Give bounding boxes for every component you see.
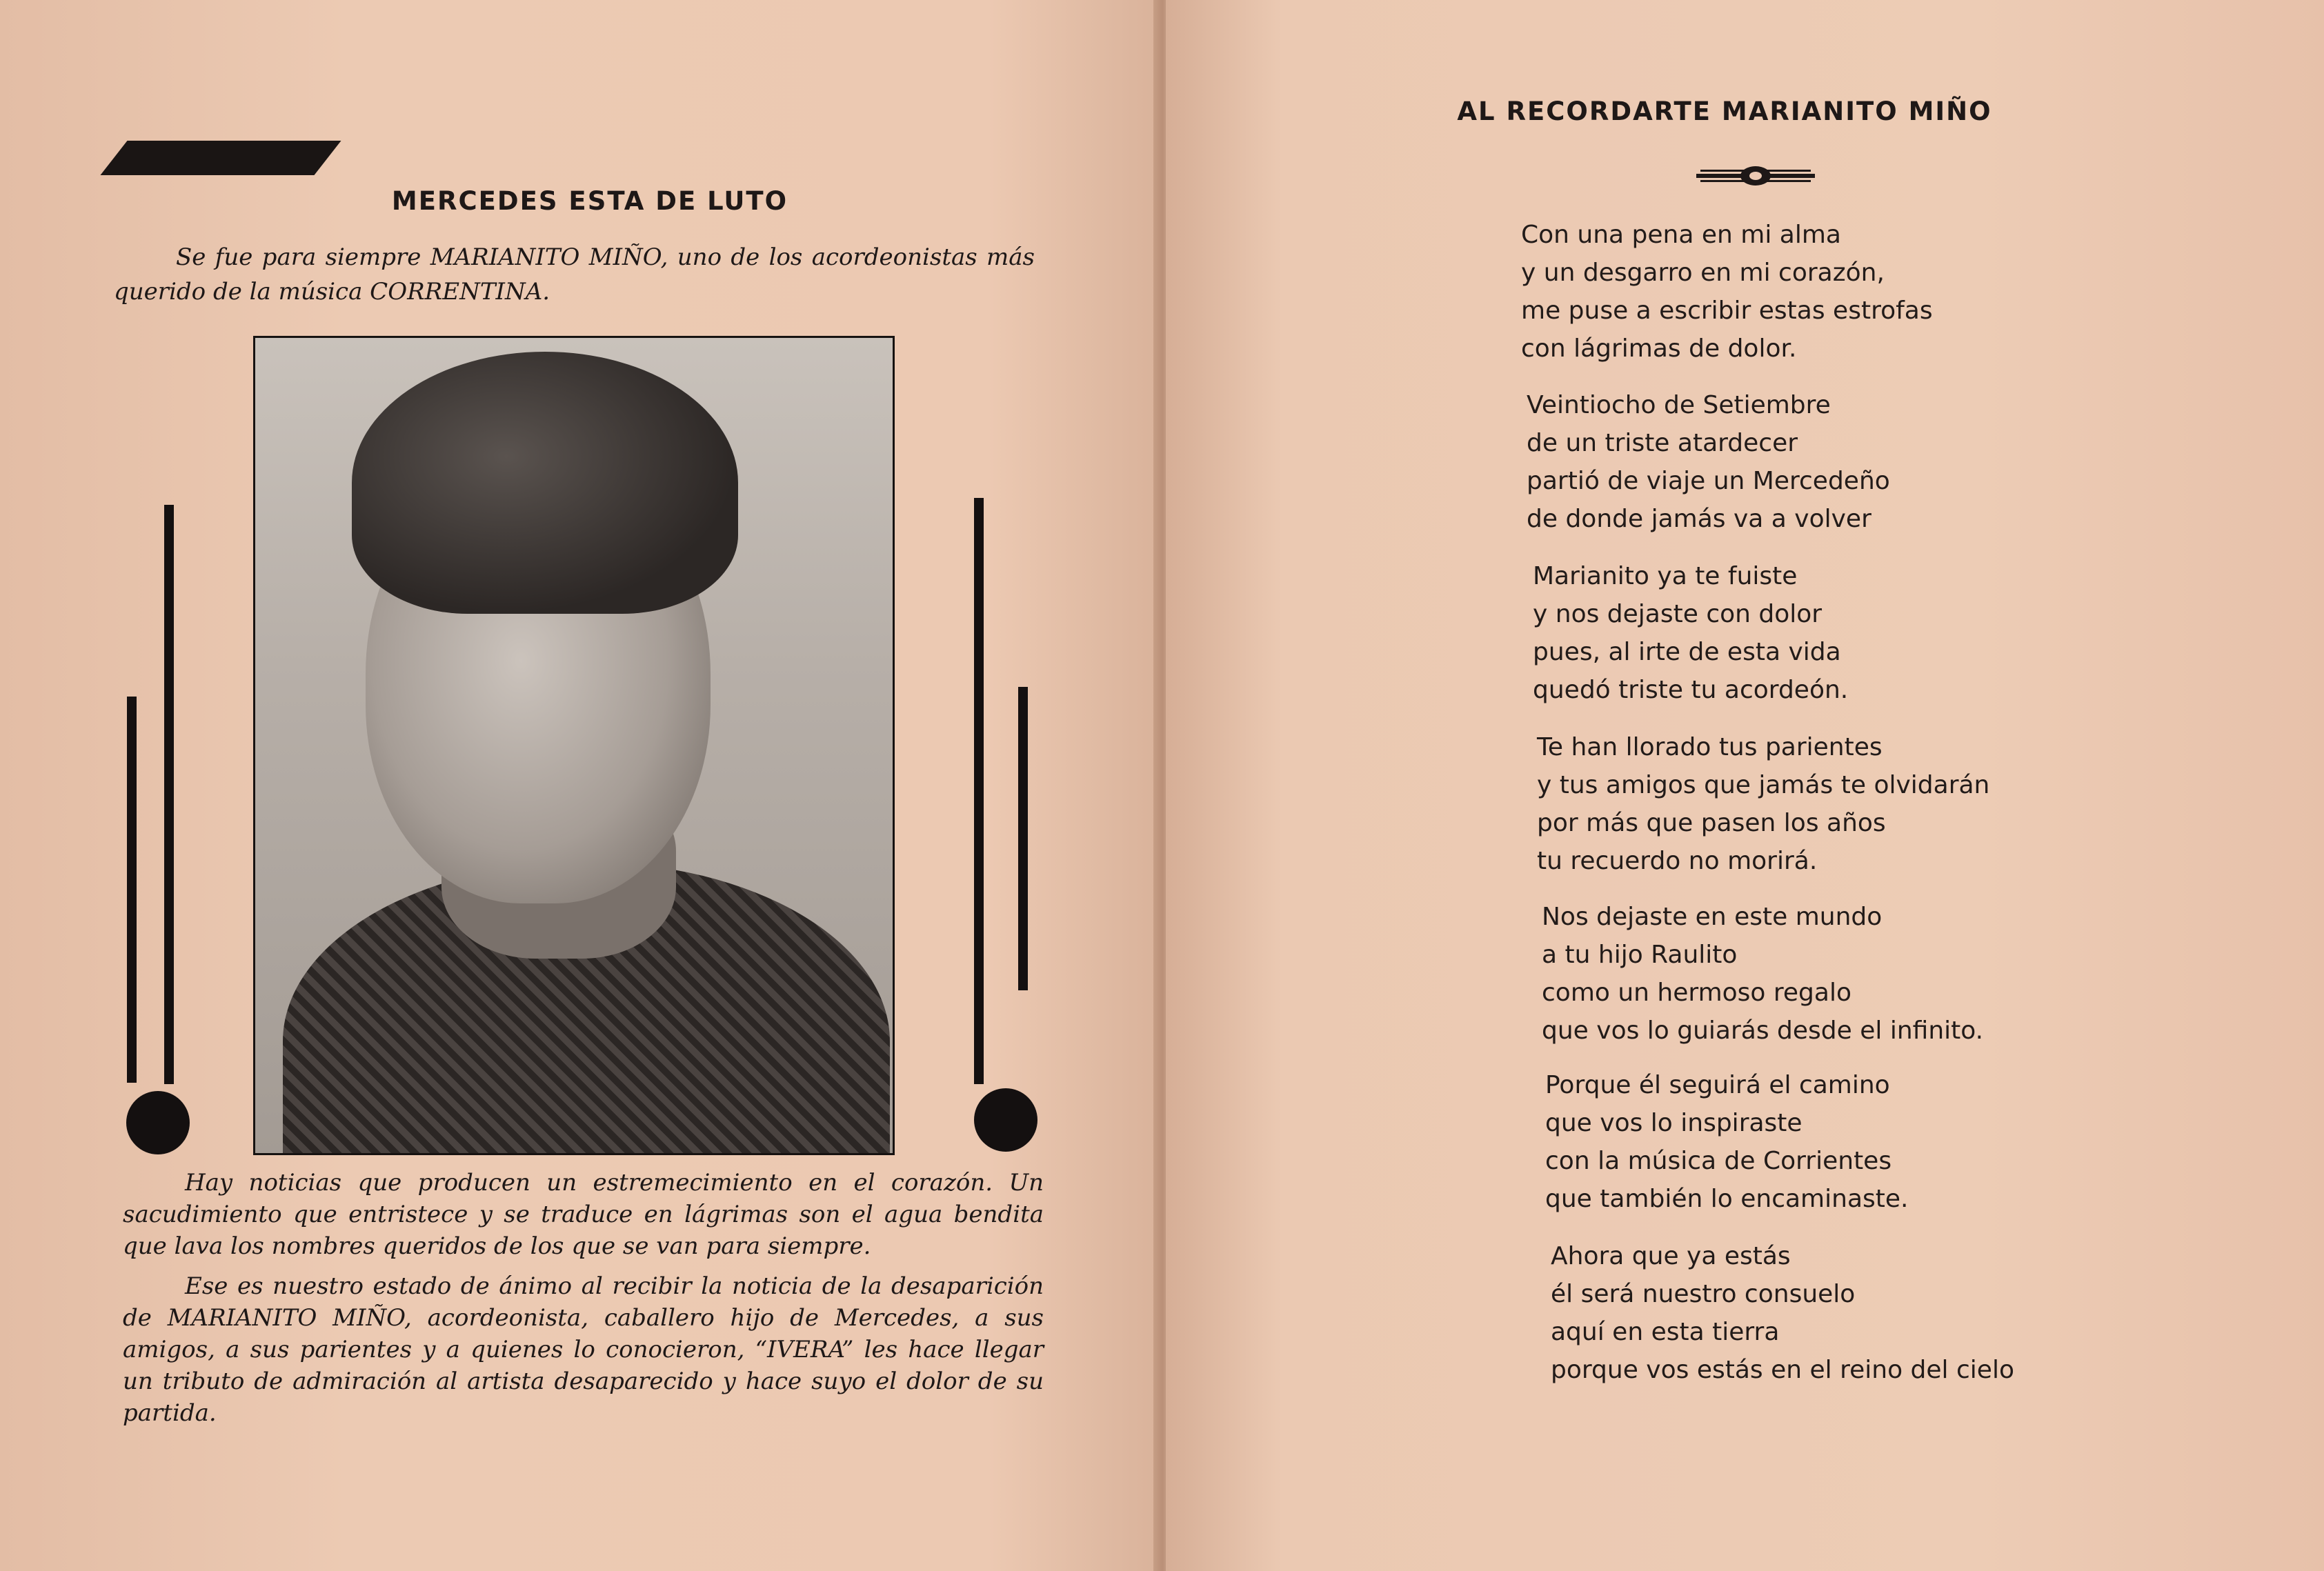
poem-line: Marianito ya te fuiste <box>1533 562 1798 590</box>
right-bar-dot <box>974 1088 1037 1152</box>
poem-line: de un triste atardecer <box>1527 429 1798 457</box>
left-inner-bar <box>164 505 174 1084</box>
poem-line: él será nuestro consuelo <box>1551 1280 1856 1308</box>
poem-line: pues, al irte de esta vida <box>1533 638 1841 666</box>
poem-line: Veintiocho de Setiembre <box>1527 391 1831 419</box>
poem-line: y un desgarro en mi corazón, <box>1521 259 1885 287</box>
poem-line: me puse a escribir estas estrofas <box>1521 297 1933 325</box>
right-outer-bar <box>1018 687 1028 990</box>
ornament-divider <box>1694 163 1818 190</box>
poem-line: Porque él seguirá el camino <box>1545 1071 1890 1099</box>
left-outer-bar <box>127 697 137 1083</box>
poem-stanza-7 <box>1551 1237 2014 1389</box>
poem-line: Te han llorado tus parientes <box>1537 733 1883 761</box>
page-title: MERCEDES ESTA DE LUTO <box>391 186 788 216</box>
poem-line: con lágrimas de dolor. <box>1521 334 1797 363</box>
right-inner-bar <box>974 498 984 1084</box>
poem-line: con la música de Corrientes <box>1545 1147 1892 1175</box>
poem-stanza-3 <box>1533 557 1848 709</box>
black-banner-decoration <box>100 141 341 175</box>
poem-line: quedó triste tu acordeón. <box>1533 676 1849 704</box>
poem-line: partió de viaje un Mercedeño <box>1527 467 1890 495</box>
portrait-photo <box>253 336 895 1155</box>
poem-line: aquí en esta tierra <box>1551 1318 1780 1346</box>
poem-stanza-4 <box>1537 728 1989 880</box>
poem-line: y nos dejaste con dolor <box>1533 600 1823 628</box>
poem-line: Con una pena en mi alma <box>1521 221 1841 249</box>
caption-paragraph: Hay noticias que producen un estremecimiento en el corazón. Un sacudimiento que entristece y se traduce en lágrimas son el agua bendita que lava los nombres queridos de los que se van para siempre. <box>123 1169 1044 1260</box>
poem-line: que vos lo inspiraste <box>1545 1109 1802 1137</box>
poem-stanza-1 <box>1521 216 1933 368</box>
poem-stanza-6 <box>1545 1066 1908 1218</box>
caption-paragraph: Ese es nuestro estado de ánimo al recibir la noticia de la desaparición de MARIANITO MIÑO, acordeonista, caballero hijo de Mercedes, a sus amigos, a sus parientes y a quienes lo conocieron, “IVERA” les hace llegar un tributo de admiración al artista desaparecido y hace suyo el dolor de su partida. <box>123 1272 1044 1427</box>
poem-line: tu recuerdo no morirá. <box>1537 847 1818 875</box>
poem-line: de donde jamás va a volver <box>1527 505 1871 533</box>
poem-line: por más que pasen los años <box>1537 809 1886 837</box>
poem-line: Nos dejaste en este mundo <box>1542 903 1883 931</box>
caption-text <box>123 1167 1044 1437</box>
left-bar-dot <box>126 1091 190 1154</box>
poem-line: que también lo encaminaste. <box>1545 1185 1909 1213</box>
poem-line: y tus amigos que jamás te olvidarán <box>1537 771 1990 799</box>
intro-paragraph: Se fue para siempre MARIANITO MIÑO, uno de los acordeonistas más querido de la música CORRENTINA. <box>114 243 1035 306</box>
poem-title: AL RECORDARTE MARIANITO MIÑO <box>1457 97 1992 126</box>
poem-stanza-2 <box>1527 386 1890 538</box>
poem-line: que vos lo guiarás desde el infinito. <box>1542 1017 1984 1045</box>
poem-line: como un hermoso regalo <box>1542 979 1851 1007</box>
poem-line: Ahora que ya estás <box>1551 1242 1791 1270</box>
poem-line: porque vos estás en el reino del cielo <box>1551 1356 2014 1384</box>
poem-line: a tu hijo Raulito <box>1542 941 1738 969</box>
poem-stanza-5 <box>1542 898 1983 1050</box>
